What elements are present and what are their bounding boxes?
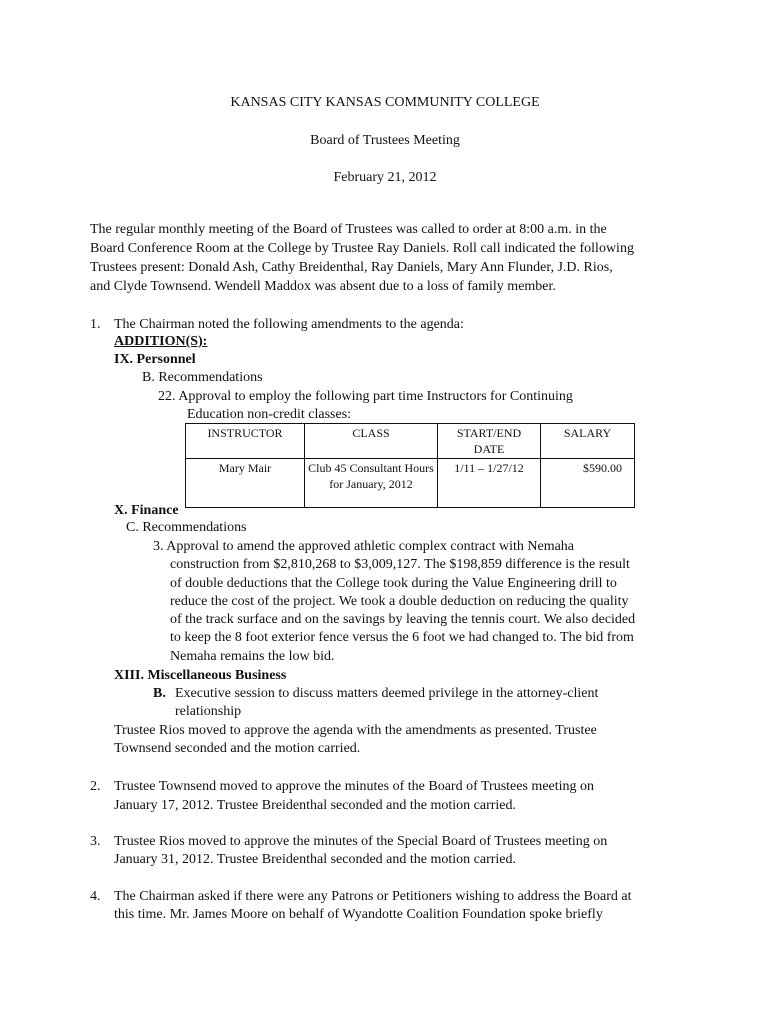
item-number: 4.: [90, 889, 101, 904]
motion-line: Trustee Rios moved to approve the agenda with the amendments as presented. Trustee: [114, 723, 597, 738]
finance-line: of the track surface and on the savings by leaving the tennis court. We also decided: [170, 612, 636, 627]
instructor-table: [185, 423, 635, 508]
meeting-date: February 21, 2012: [333, 170, 437, 185]
table-header-cell: SALARY: [541, 424, 635, 459]
misc-line: Executive session to discuss matters deemed privilege in the attorney-client: [175, 686, 599, 701]
intro-line: The regular monthly meeting of the Board of Trustees was called to order at 8:00 a.m. in the: [90, 222, 607, 237]
item-number: 2.: [90, 779, 101, 794]
class-cell: Club 45 Consultant Hours for January, 2012: [305, 459, 438, 508]
finance-subheading: C. Recommendations: [126, 520, 247, 535]
intro-line: Trustees present: Donald Ash, Cathy Breidenthal, Ray Daniels, Mary Ann Flunder, J.D. Rios,: [90, 260, 613, 275]
misc-heading: XIII. Miscellaneous Business: [114, 668, 287, 683]
additions-heading: ADDITION(S):: [114, 334, 208, 349]
item-line: Trustee Townsend moved to approve the minutes of the Board of Trustees meeting on: [114, 779, 595, 794]
item-line: this time. Mr. James Moore on behalf of Wyandotte Coalition Foundation spoke briefly: [114, 907, 603, 922]
table-row: [186, 459, 635, 508]
institution-title: KANSAS CITY KANSAS COMMUNITY COLLEGE: [230, 95, 540, 110]
personnel-line: 22. Approval to employ the following part time Instructors for Continuing: [158, 389, 573, 404]
item-number: 3.: [90, 834, 101, 849]
table-header-cell: START/END DATE: [438, 424, 541, 459]
finance-line: 3. Approval to amend the approved athletic complex contract with Nemaha: [153, 539, 575, 554]
intro-line: and Clyde Townsend. Wendell Maddox was absent due to a loss of family member.: [90, 279, 556, 294]
item-line: January 31, 2012. Trustee Breidenthal seconded and the motion carried.: [114, 852, 517, 867]
finance-line: reduce the cost of the project. We took a double deduction on reducing the quality: [170, 594, 629, 609]
finance-line: to keep the 8 foot exterior fence versus the 6 foot we had changed to. The bid from: [170, 630, 634, 645]
finance-line: of double deductions that the College took during the Value Engineering drill to: [170, 576, 617, 591]
finance-line: Nemaha remains the low bid.: [170, 649, 335, 664]
misc-label: B.: [153, 686, 166, 701]
finance-line: construction from $2,810,268 to $3,009,127. The $198,859 difference is the result: [170, 557, 630, 572]
item-line: The Chairman asked if there were any Patrons or Petitioners wishing to address the Board at: [114, 889, 632, 904]
table-header-row: [186, 424, 635, 459]
dates-cell: 1/11 – 1/27/12: [438, 459, 541, 508]
misc-line: relationship: [175, 704, 242, 719]
table-header-cell: INSTRUCTOR: [186, 424, 305, 459]
item-text: The Chairman noted the following amendments to the agenda:: [114, 317, 464, 332]
item-line: January 17, 2012. Trustee Breidenthal seconded and the motion carried.: [114, 798, 517, 813]
personnel-subheading: B. Recommendations: [142, 370, 263, 385]
item-number: 1.: [90, 317, 101, 332]
intro-line: Board Conference Room at the College by Trustee Ray Daniels. Roll call indicated the following: [90, 241, 634, 256]
finance-heading: X. Finance: [114, 503, 179, 518]
item-line: Trustee Rios moved to approve the minutes of the Special Board of Trustees meeting on: [114, 834, 608, 849]
meeting-title: Board of Trustees Meeting: [310, 133, 460, 148]
salary-cell: $590.00: [541, 459, 635, 508]
instructor-cell: Mary Mair: [186, 459, 305, 508]
personnel-line: Education non-credit classes:: [187, 407, 352, 422]
motion-line: Townsend seconded and the motion carried.: [114, 741, 361, 756]
table-header-cell: CLASS: [305, 424, 438, 459]
personnel-heading: IX. Personnel: [114, 352, 196, 367]
